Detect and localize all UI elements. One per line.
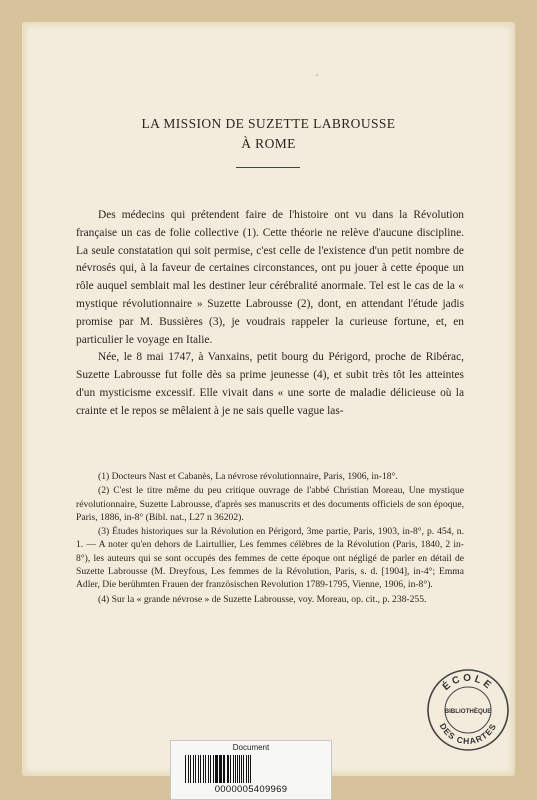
barcode-bar xyxy=(193,755,194,783)
library-stamp xyxy=(425,667,511,753)
barcode-bar xyxy=(230,755,231,783)
barcode-bar xyxy=(198,755,199,783)
barcode-bar xyxy=(227,755,229,783)
stamp-center-text: BIBLIOTHÈQUE xyxy=(444,708,492,715)
body-text xyxy=(76,207,464,421)
barcode-bar xyxy=(205,755,206,783)
barcode-bar xyxy=(208,755,209,783)
barcode-bar xyxy=(248,755,249,783)
svg-text:DES CHARTES xyxy=(438,721,499,746)
barcode-bar xyxy=(213,755,214,783)
footnotes xyxy=(76,470,464,607)
barcode-bar xyxy=(235,755,236,783)
title-line-1: LA MISSION DE SUZETTE LABROUSSE xyxy=(141,116,396,131)
footnote-separator xyxy=(76,463,464,464)
barcode-bar xyxy=(241,755,242,783)
barcode-bar xyxy=(246,755,247,783)
barcode-bar xyxy=(250,755,251,783)
title-rule xyxy=(236,167,300,168)
barcode-bar xyxy=(188,755,189,783)
barcode-sticker xyxy=(170,740,332,800)
stamp-bottom-text: DES CHARTES xyxy=(437,721,499,747)
title-line-2: À ROME xyxy=(241,136,296,151)
barcode-label: Document xyxy=(232,743,270,752)
barcode-bar xyxy=(237,755,238,783)
barcode-bar xyxy=(219,755,222,783)
barcode-bar xyxy=(185,755,186,783)
barcode-bar xyxy=(210,755,211,783)
footnote: (3) Études historiques sur la Révolution en Périgord, 3me partie, Paris, 1903, in-8°, p. 454, n. 1. — A noter qu'en dehors de Lairtullier, Les femmes célèbres de la Révolution (Paris, 1840, 2 in-8°), les auteurs qui se sont occupés des femmes de cette époque ont négligé de parler en détail de Suzette Labrousse (M. Dreyfous, Les femmes de la Révolution, Paris, s. d. [1904], in-4°; Emma Adler, Die berühmten Frauen der französischen Revolution 1789-1795, Vienne, 1906, in-8°). xyxy=(76,526,464,591)
page-mark: ʻ xyxy=(316,73,319,81)
barcode-bar xyxy=(243,755,244,783)
barcode-bar xyxy=(195,755,196,783)
barcode-bar xyxy=(223,755,225,783)
barcode-bar xyxy=(215,755,218,783)
body-paragraph: Des médecins qui prétendent faire de l'histoire ont vu dans la Révolution française un cas de folie collective (1). Cette théorie ne relève d'aucune discipline. La seule constatation qui soit permise, c'est celle de l'existence d'un petit nombre de névrosés qui, à la faveur de certaines circonstances, ont pu jouer à cette époque un rôle auquel semblait mal les destiner leur cérébralité anormale. Tel est le cas de la « mystique révolutionnaire » Suzette Labrousse (2), dont, en attendant l'étude jadis promise par M. Bussières (3), je voudrais rappeler la curieuse fortune, et, en particulier le voyage en Italie. xyxy=(76,209,464,346)
barcode-number: 0000005409969 xyxy=(214,784,288,795)
footnote: (1) Docteurs Nast et Cabanès, La névrose révolutionnaire, Paris, 1906, in-18°. xyxy=(98,471,398,482)
footnote: (2) C'est le titre même du peu critique ouvrage de l'abbé Christian Moreau, Une mystique révolutionnaire, Suzette Labrousse, d'après ses manuscrits et des documents officiels de son époque, Paris, 1886, in-8° (Bibl. nat., L27 n 36202). xyxy=(76,485,464,523)
barcode-bar xyxy=(190,755,191,783)
barcode-bar xyxy=(200,755,201,783)
stamp-top-text: ÉCOLE xyxy=(440,672,496,693)
body-paragraph: Née, le 8 mai 1747, à Vanxains, petit bourg du Périgord, proche de Ribérac, Suzette Labrousse fut folle dès sa prime jeunesse (4), et subit très tôt les atteintes d'un mysticisme excessif. Elle vivait dans « une sorte de maladie délicieuse où la crainte et le repos se mêlaient à je ne sais quelle vague las- xyxy=(76,351,464,417)
barcode-bar xyxy=(203,755,204,783)
barcode-bar xyxy=(233,755,234,783)
library-stamp-seal xyxy=(425,667,511,753)
barcode-icon xyxy=(183,755,319,783)
footnote: (4) Sur la « grande névrose » de Suzette Labrousse, voy. Moreau, op. cit., p. 238-255. xyxy=(98,593,427,605)
barcode-bar xyxy=(239,755,240,783)
